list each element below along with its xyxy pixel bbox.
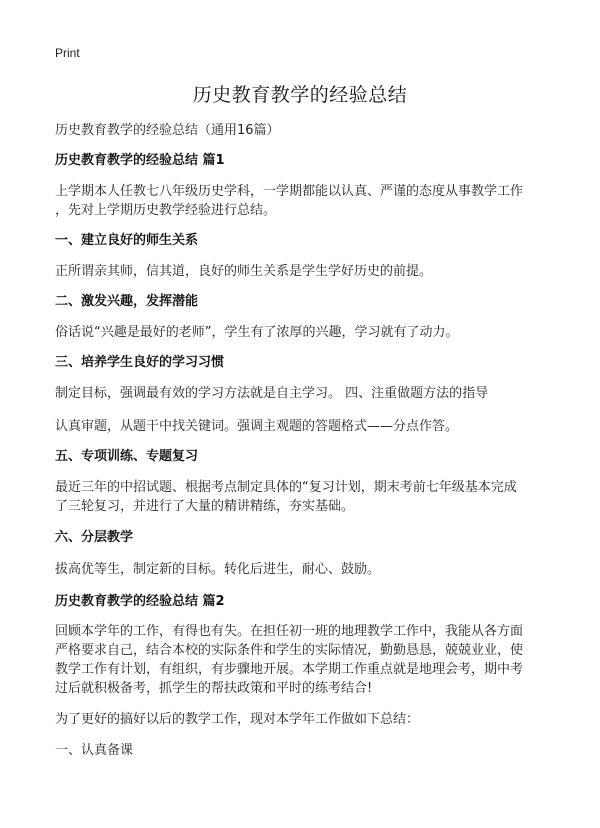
article2-para1-line4: 过后就积极备考，抓学生的帮扶政策和平时的练考结合! (55, 681, 373, 696)
print-label[interactable]: Print (55, 46, 80, 60)
section5-line2: 了三轮复习，并进行了大量的精讲精练，夯实基础。 (55, 499, 355, 514)
section2-title: 二、激发兴趣，发挥潜能 (55, 294, 199, 309)
section6-title: 六、分层教学 (55, 530, 134, 545)
section5-title: 五、专项训练、专题复习 (55, 449, 199, 464)
article2-para1-line1: 回顾本学年的工作，有得也有失。在担任初一班的地理教学工作中，我能从各方面 (55, 624, 524, 639)
article2-para2: 为了更好的搞好以后的教学工作，现对本学年工作做如下总结： (55, 712, 420, 727)
document-title: 历史教育教学的经验总结 (192, 84, 408, 106)
article2-section1-title: 一、认真备课 (55, 743, 134, 758)
section3-text: 制定目标，强调最有效的学习方法就是自主学习。 四、注重做题方法的指导 (55, 386, 489, 401)
article1-intro-line1: 上学期本人任教七八年级历史学科，一学期都能以认真、严谨的态度从事教学工作 (55, 184, 524, 199)
section3-title: 三、培养学生良好的学习习惯 (55, 355, 225, 370)
section1-text: 正所谓亲其师，信其道，良好的师生关系是学生学好历史的前提。 (55, 264, 433, 279)
section5-line1: 最近三年的中招试题、根据考点制定具体的“复习计划，期末考前七年级基本完成 (55, 480, 517, 495)
section1-title: 一、建立良好的师生关系 (55, 233, 199, 248)
section6-text: 拔高优等生，制定新的目标。转化后进生，耐心、鼓励。 (55, 562, 381, 577)
article1-heading: 历史教育教学的经验总结 篇1 (55, 153, 225, 168)
document-subtitle: 历史教育教学的经验总结（通用16篇） (55, 123, 280, 138)
section2-text: 俗话说“兴趣是最好的老师”，学生有了浓厚的兴趣，学习就有了动力。 (55, 325, 459, 340)
article1-intro-line2: ，先对上学期历史教学经验进行总结。 (55, 203, 277, 218)
article2-heading: 历史教育教学的经验总结 篇2 (55, 594, 225, 609)
section4-text: 认真审题，从题干中找关键词。强调主观题的答题格式——分点作答。 (55, 419, 459, 434)
article2-para1-line3: 教学工作有计划，有组织，有步骤地开展。本学期工作重点就是地理会考，期中考 (55, 662, 524, 677)
article2-para1-line2: 严格要求自己，结合本校的实际条件和学生的实际情况，勤勤恳恳，兢兢业业，使 (55, 643, 524, 658)
